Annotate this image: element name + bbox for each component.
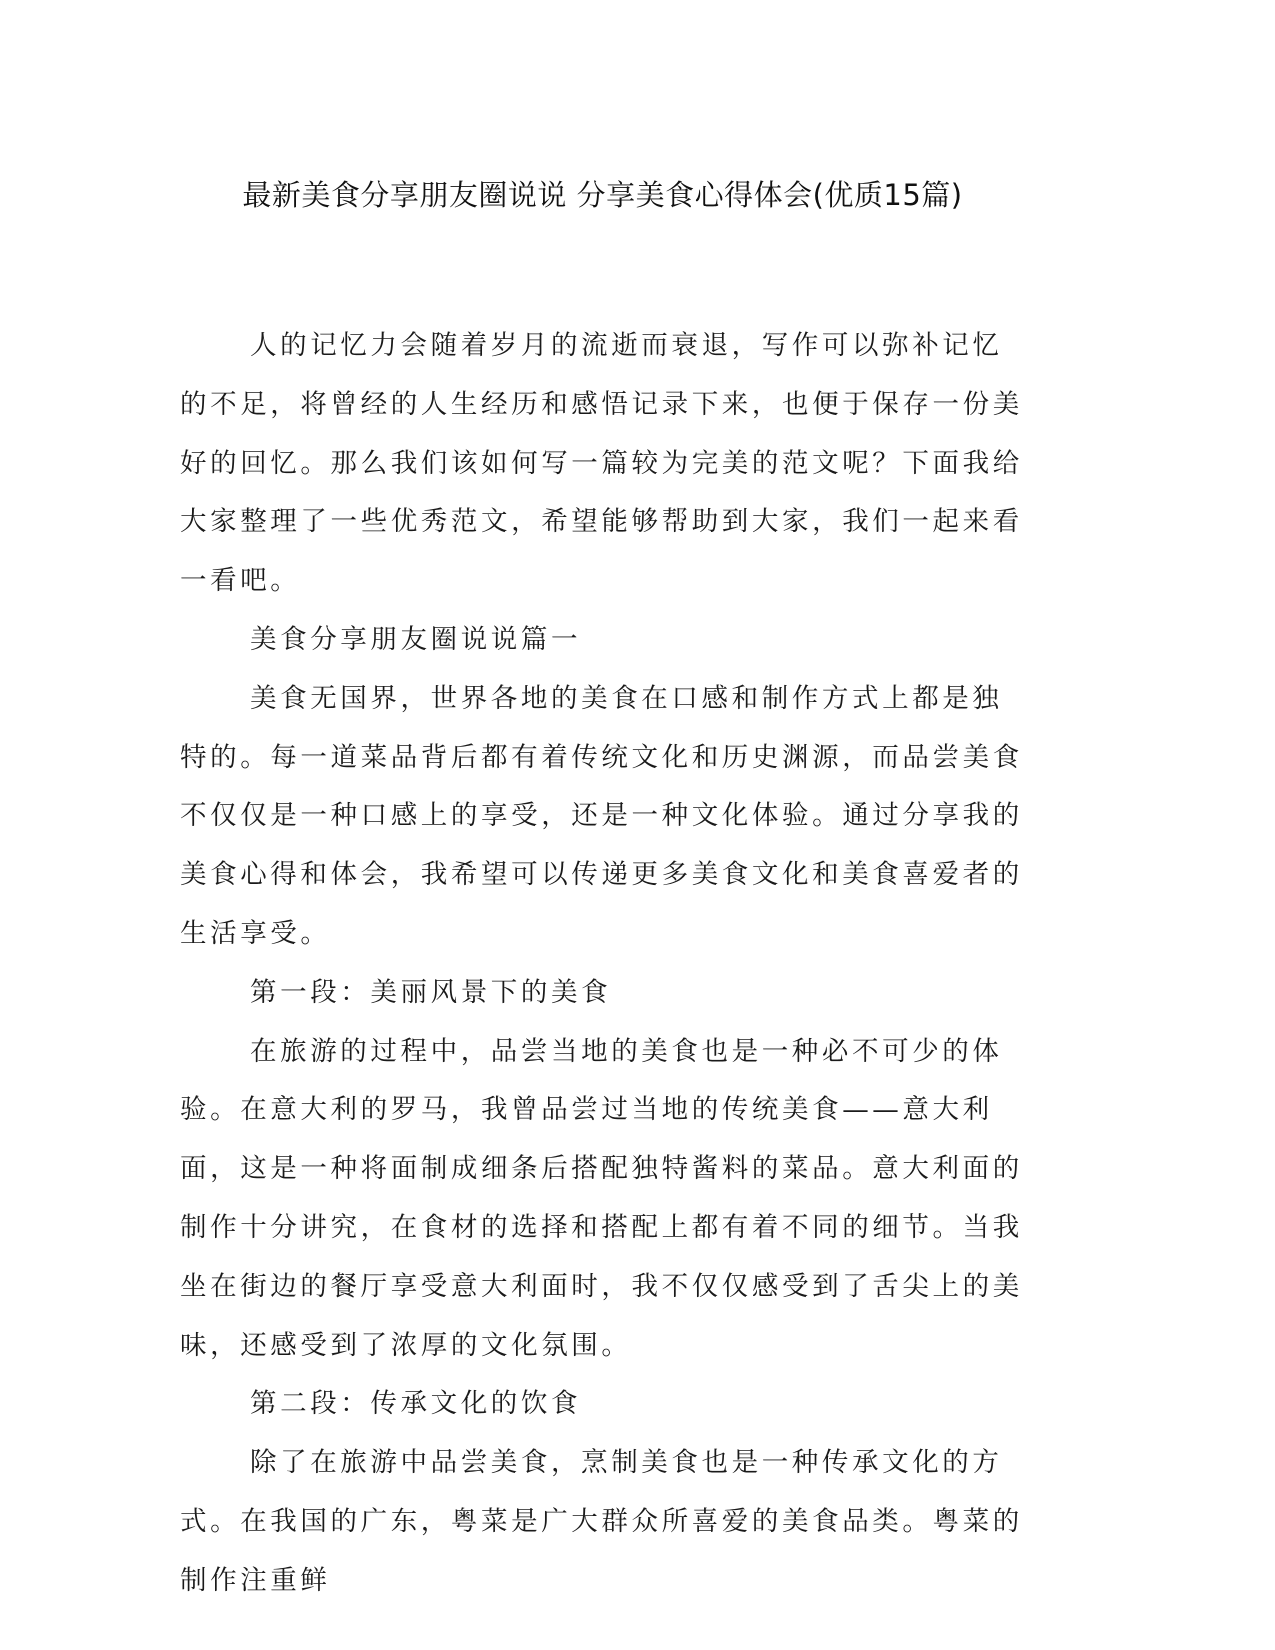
paragraph-cooking-culture: 除了在旅游中品尝美食，烹制美食也是一种传承文化的方式。在我国的广东，粤菜是广大群众所喜爱的美食品类。粤菜的制作注重鲜: [180, 1447, 1023, 1596]
paragraph-food-culture: 美食无国界，世界各地的美食在口感和制作方式上都是独特的。每一道菜品背后都有着传统文化和历史渊源，而品尝美食不仅仅是一种口感上的享受，还是一种文化体验。通过分享我的美食心得和体会，我希望可以传递更多美食文化和美食喜爱者的生活享受。: [180, 682, 1023, 949]
section-heading-first: 第一段：美丽风景下的美食: [250, 976, 612, 1008]
intro-paragraph: 人的记忆力会随着岁月的流逝而衰退，写作可以弥补记忆的不足，将曾经的人生经历和感悟记录下来，也便于保存一份美好的回忆。那么我们该如何写一篇较为完美的范文呢？下面我给大家整理了一些优秀范文，希望能够帮助到大家，我们一起来看一看吧。: [180, 330, 1023, 597]
section-heading-second: 第二段：传承文化的饮食: [250, 1388, 582, 1420]
document-page: [180, 175, 1025, 1611]
paragraph-travel-food: 在旅游的过程中，品尝当地的美食也是一种必不可少的体验。在意大利的罗马，我曾品尝过当地的传统美食——意大利面，这是一种将面制成细条后搭配独特酱料的菜品。意大利面的制作十分讲究，在食材的选择和搭配上都有着不同的细节。当我坐在街边的餐厅享受意大利面时，我不仅仅感受到了舌尖上的美味，还感受到了浓厚的文化氛围。: [180, 1035, 1023, 1361]
document-title: 最新美食分享朋友圈说说 分享美食心得体会(优质15篇): [242, 178, 963, 212]
document-body: [180, 317, 1025, 1611]
section-heading-part-one: 美食分享朋友圈说说篇一: [250, 623, 582, 655]
